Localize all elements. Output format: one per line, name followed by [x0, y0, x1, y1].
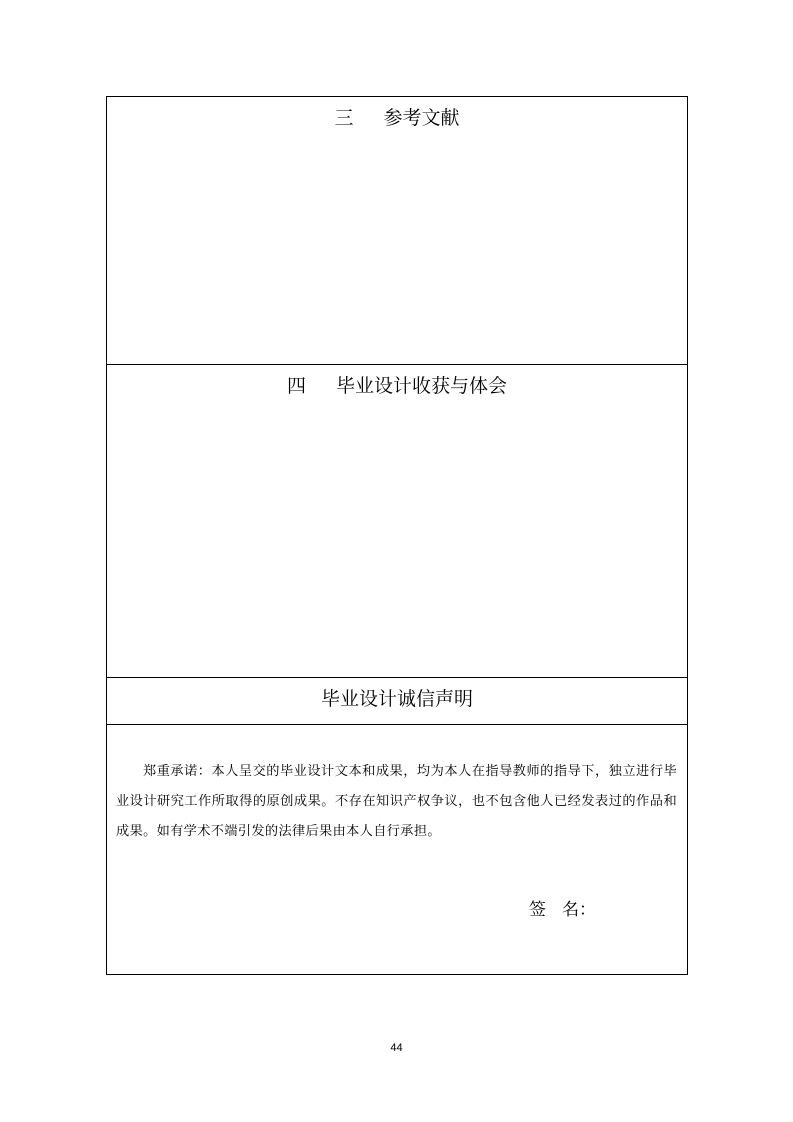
declaration-body	[107, 725, 687, 974]
gains-section-title: 毕业设计收获与体会	[336, 375, 508, 397]
signature-line	[529, 902, 596, 919]
declaration-title: 毕业设计诚信声明	[320, 688, 473, 710]
references-section	[107, 97, 687, 365]
declaration-title-row	[107, 678, 687, 725]
declaration-form-table	[106, 96, 688, 975]
page-number: 44	[390, 1042, 403, 1054]
gains-heading	[107, 377, 687, 396]
references-section-number: 三	[334, 107, 354, 129]
gains-section-number: 四	[286, 375, 306, 397]
gains-section	[107, 365, 687, 678]
declaration-text: 郑重承诺：本人呈交的毕业设计文本和成果，均为本人在指导教师的指导下，独立进行毕业设计研究工作所取得的原创成果。不存在知识产权争议，也不包含他人已经发表过的作品和成果。如有学术不端引发的法律后果由本人自行承担。	[116, 764, 677, 839]
signature-label-char: 签	[529, 900, 546, 920]
references-section-title: 参考文献	[383, 107, 460, 129]
references-heading	[107, 109, 687, 128]
signature-label-rest: 名：	[562, 900, 596, 920]
